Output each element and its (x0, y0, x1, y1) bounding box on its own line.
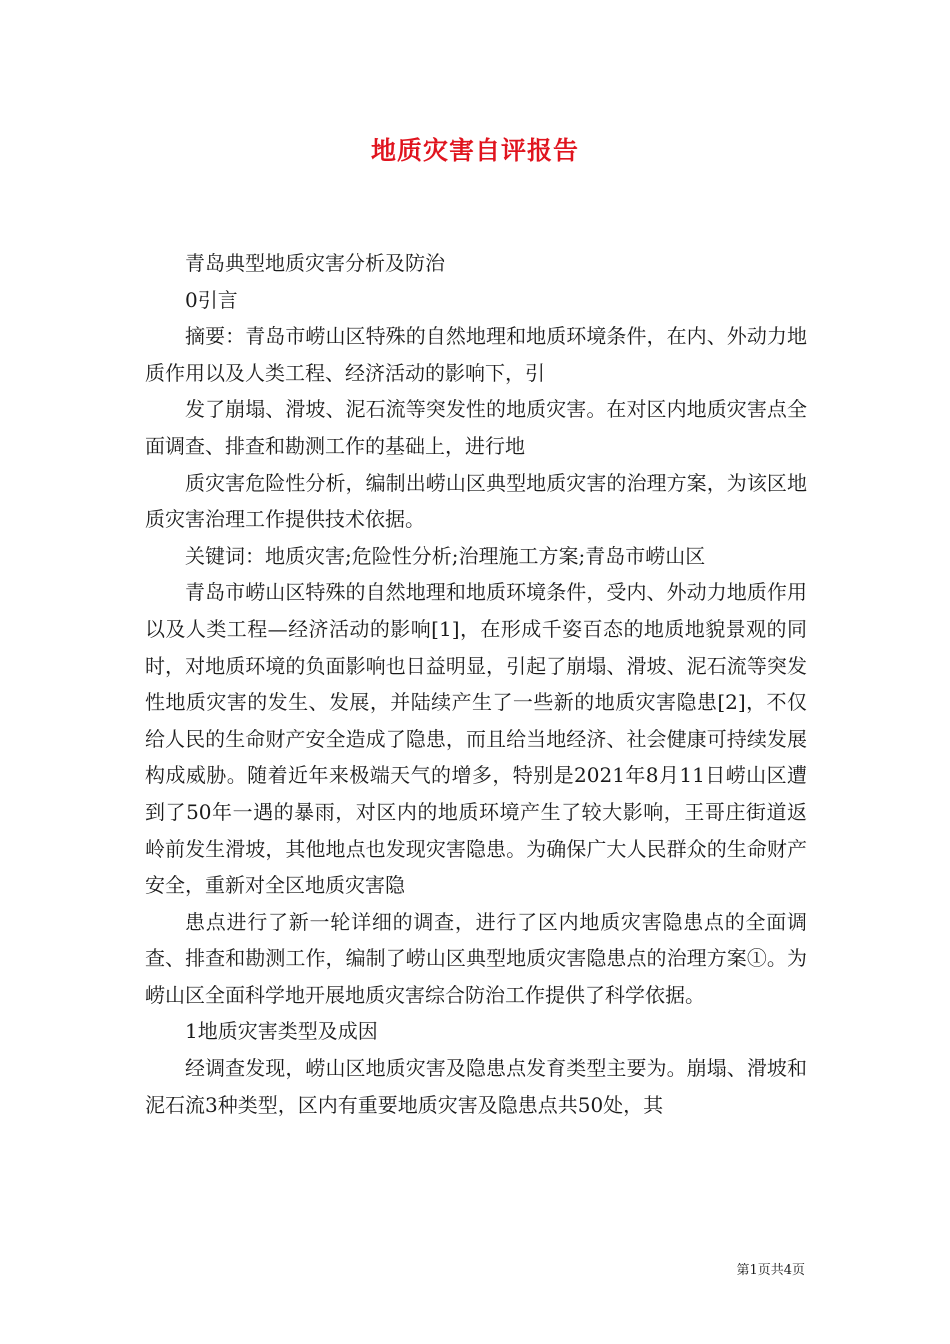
page-number-footer: 第1页共4页 (736, 1263, 805, 1278)
paragraph: 摘要：青岛市崂山区特殊的自然地理和地质环境条件，在内、外动力地质作用以及人类工程、经济活动的影响下，引 (145, 324, 807, 385)
paragraph: 发了崩塌、滑坡、泥石流等突发性的地质灾害。在对区内地质灾害点全面调查、排查和勘测工作的基础上，进行地 (145, 397, 807, 458)
paragraph: 经调查发现，崂山区地质灾害及隐患点发育类型主要为。崩塌、滑坡和泥石流3种类型，区内有重要地质灾害及隐患点共50处，其 (145, 1056, 807, 1117)
paragraph: 1地质灾害类型及成因 (185, 1019, 378, 1044)
paragraph: 0引言 (185, 287, 238, 312)
paragraph: 青岛典型地质灾害分析及防治 (185, 251, 445, 275)
paragraph: 关键词：地质灾害;危险性分析;治理施工方案;青岛市崂山区 (185, 543, 706, 568)
paragraph: 青岛市崂山区特殊的自然地理和地质环境条件，受内、外动力地质作用以及人类工程—经济活动的影响[1]，在形成千姿百态的地质地貌景观的同时，对地质环境的负面影响也日益明显，引起了崩塌、滑坡、泥石流等突发性地质灾害的发生、发展，并陆续产生了一些新的地质灾害隐患[2]，不仅给人民的生命财产安全造成了隐患，而且给当地经济、社会健康可持续发展构成威胁。随着近年来极端天气的增多，特别是2021年8月11日崂山区遭到了50年一遇的暴雨，对区内的地质环境产生了较大影响，王哥庄街道返岭前发生滑坡，其他地点也发现灾害隐患。为确保广大人民群众的生命财产安全，重新对全区地质灾害隐 (145, 580, 807, 898)
document-body (145, 245, 807, 1123)
paragraph: 患点进行了新一轮详细的调查，进行了区内地质灾害隐患点的全面调查、排查和勘测工作，编制了崂山区典型地质灾害隐患点的治理方案①。为崂山区全面科学地开展地质灾害综合防治工作提供了科学依据。 (145, 909, 807, 1007)
document-title: 地质灾害自评报告 (370, 136, 579, 165)
paragraph: 质灾害危险性分析，编制出崂山区典型地质灾害的治理方案，为该区地质灾害治理工作提供技术依据。 (145, 470, 807, 532)
